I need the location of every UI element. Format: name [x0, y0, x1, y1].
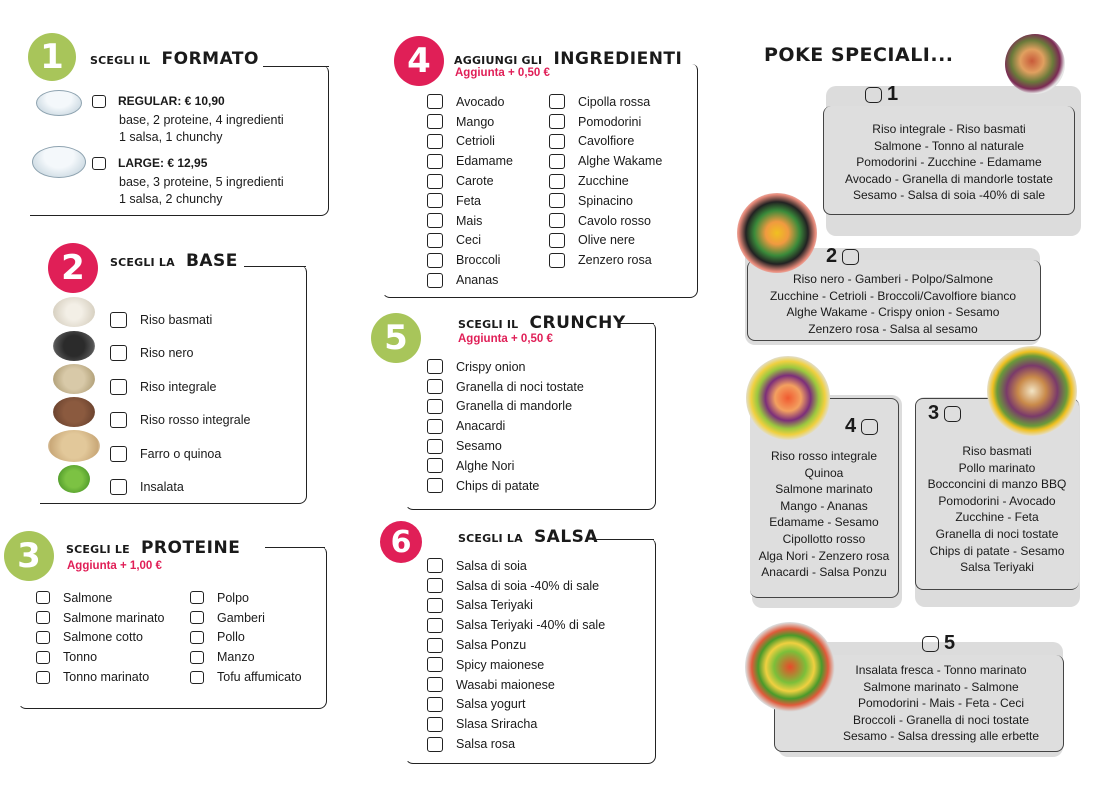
ingredient-option[interactable]: Mango: [427, 112, 513, 132]
ingredient-option[interactable]: Zucchine: [549, 171, 662, 191]
proteine-col-2: [190, 588, 302, 687]
protein-option[interactable]: Tonno: [36, 647, 164, 667]
ingredient-option[interactable]: Zenzero rosa: [549, 250, 662, 270]
base-list: [110, 303, 250, 504]
checkbox[interactable]: [427, 737, 443, 752]
crunchy-option[interactable]: Crispy onion: [427, 357, 584, 377]
base-option[interactable]: Riso rosso integrale: [110, 404, 250, 438]
ingredient-option[interactable]: Alghe Wakame: [549, 151, 662, 171]
ingredient-option[interactable]: Spinacino: [549, 191, 662, 211]
checkbox[interactable]: [110, 379, 127, 395]
checkbox[interactable]: [427, 134, 443, 149]
base-option[interactable]: Farro o quinoa: [110, 437, 250, 471]
checkbox[interactable]: [549, 253, 565, 268]
ingredient-option[interactable]: Ceci: [427, 231, 513, 251]
special-4-ingredients: Riso rosso integrale Quinoa Salmone marinato Mango - Ananas Edamame - Sesamo Cipollotto rosso Alga Nori - Zenzero rosa Anacardi - Salsa Ponzu: [758, 449, 890, 580]
special-1-number[interactable]: 1: [865, 83, 898, 106]
crunchy-list: [427, 357, 584, 496]
protein-option[interactable]: Tonno marinato: [36, 667, 164, 687]
special-2-number[interactable]: 2: [826, 245, 859, 268]
checkbox[interactable]: [427, 359, 443, 374]
ingredient-option[interactable]: Cetrioli: [427, 132, 513, 152]
protein-option[interactable]: Pollo: [190, 628, 302, 648]
ingredient-option[interactable]: Olive nere: [549, 231, 662, 251]
step-3-badge: 3: [4, 531, 54, 581]
ingredient-option[interactable]: Avocado: [427, 92, 513, 112]
checkbox[interactable]: [427, 399, 443, 414]
section-4-title: AGGIUNGI GLI INGREDIENTI: [454, 49, 683, 69]
crunchy-option[interactable]: Sesamo: [427, 436, 584, 456]
special-5-number[interactable]: 5: [922, 632, 955, 655]
special-4-number[interactable]: 4: [845, 415, 878, 438]
ingredient-option[interactable]: Cipolla rossa: [549, 92, 662, 112]
checkbox[interactable]: [427, 273, 443, 288]
checkbox[interactable]: [427, 458, 443, 473]
protein-option[interactable]: Tofu affumicato: [190, 667, 302, 687]
checkbox[interactable]: [427, 618, 443, 633]
checkbox[interactable]: [427, 558, 443, 573]
checkbox[interactable]: [190, 651, 204, 664]
step-2-badge: 2: [48, 243, 98, 293]
large-bowl-icon: [32, 146, 86, 178]
checkbox[interactable]: [427, 379, 443, 394]
base-option[interactable]: Riso integrale: [110, 370, 250, 404]
section-6-title: SCEGLI LA SALSA: [458, 527, 599, 547]
checkbox[interactable]: [865, 87, 882, 103]
checkbox[interactable]: [110, 479, 127, 495]
ingredient-option[interactable]: Mais: [427, 211, 513, 231]
checkbox[interactable]: [427, 478, 443, 493]
salsa-option[interactable]: Spicy maionese: [427, 655, 605, 675]
checkbox[interactable]: [110, 312, 127, 328]
riso-rosso-icon: [53, 397, 95, 427]
salsa-list: [427, 556, 605, 754]
checkbox[interactable]: [190, 631, 204, 644]
checkbox[interactable]: [427, 154, 443, 169]
salsa-option[interactable]: Salsa di soia -40% di sale: [427, 576, 605, 596]
checkbox[interactable]: [549, 233, 565, 248]
ingredient-option[interactable]: Cavolo rosso: [549, 211, 662, 231]
checkbox[interactable]: [427, 598, 443, 613]
checkbox[interactable]: [549, 213, 565, 228]
crunchy-option[interactable]: Granella di noci tostate: [427, 377, 584, 397]
checkbox[interactable]: [427, 419, 443, 434]
poke-1-bowl-image: [1005, 34, 1065, 94]
checkbox[interactable]: [427, 657, 443, 672]
format-large-desc: base, 3 proteine, 5 ingredienti 1 salsa, 2 chunchy: [119, 175, 284, 206]
salsa-option[interactable]: Salsa yogurt: [427, 695, 605, 715]
checkbox[interactable]: [427, 213, 443, 228]
ingredient-option[interactable]: Pomodorini: [549, 112, 662, 132]
salsa-option[interactable]: Salsa di soia: [427, 556, 605, 576]
protein-option[interactable]: Salmone marinato: [36, 608, 164, 628]
checkbox[interactable]: [549, 174, 565, 189]
special-2-ingredients: Riso nero - Gamberi - Polpo/Salmone Zucchine - Cetrioli - Broccoli/Cavolfiore bianco Alghe Wakame - Crispy onion - Sesamo Zenzero rosa - Salsa al sesamo: [769, 272, 1017, 336]
checkbox[interactable]: [427, 677, 443, 692]
step-4-badge: 4: [394, 36, 444, 86]
special-3-number[interactable]: 3: [928, 402, 961, 425]
protein-option[interactable]: Polpo: [190, 588, 302, 608]
base-option[interactable]: Riso basmati: [110, 303, 250, 337]
crunchy-option[interactable]: Chips di patate: [427, 476, 584, 496]
poke-3-bowl-image: [987, 346, 1077, 436]
base-option[interactable]: Riso nero: [110, 337, 250, 371]
poke-4-bowl-image: [746, 356, 830, 440]
checkbox[interactable]: [861, 419, 878, 435]
salsa-option[interactable]: Slasa Sriracha: [427, 714, 605, 734]
ingredient-option[interactable]: Carote: [427, 171, 513, 191]
checkbox[interactable]: [842, 249, 859, 265]
insalata-icon: [58, 465, 90, 493]
ingredient-option[interactable]: Edamame: [427, 151, 513, 171]
special-3-ingredients: Riso basmati Pollo marinato Bocconcini di manzo BBQ Pomodorini - Avocado Zucchine - Feta Granella di noci tostate Chips di patate - Sesamo Salsa Teriyaki: [927, 444, 1067, 575]
ingredienti-col-2: [549, 92, 662, 270]
checkbox[interactable]: [110, 412, 127, 428]
ingredient-option[interactable]: Broccoli: [427, 250, 513, 270]
checkbox[interactable]: [427, 193, 443, 208]
protein-option[interactable]: Salmone: [36, 588, 164, 608]
protein-option[interactable]: Salmone cotto: [36, 628, 164, 648]
special-1-ingredients: Riso integrale - Riso basmati Salmone - Tonno al naturale Pomodorini - Zucchine - Edamame Avocado - Granella di mandorle tostate Sesamo - Salsa di soia -40% di sale: [845, 122, 1053, 203]
step-1-badge: 1: [28, 33, 76, 81]
checkbox[interactable]: [92, 157, 106, 170]
salsa-option[interactable]: Wasabi maionese: [427, 675, 605, 695]
ingredient-option[interactable]: Feta: [427, 191, 513, 211]
poke-2-bowl-image: [737, 193, 817, 273]
checkbox[interactable]: [549, 114, 565, 129]
riso-basmati-icon: [53, 297, 95, 327]
checkbox[interactable]: [427, 439, 443, 454]
section-1-title: SCEGLI IL FORMATO: [90, 49, 259, 69]
checkbox[interactable]: [36, 671, 50, 684]
checkbox[interactable]: [427, 717, 443, 732]
checkbox[interactable]: [110, 345, 127, 361]
section-5-title: SCEGLI IL CRUNCHY: [458, 313, 626, 333]
riso-integrale-icon: [53, 364, 95, 394]
checkbox[interactable]: [92, 95, 106, 108]
salsa-option[interactable]: Salsa Teriyaki -40% di sale: [427, 615, 605, 635]
checkbox[interactable]: [427, 114, 443, 129]
checkbox[interactable]: [427, 253, 443, 268]
checkbox[interactable]: [549, 193, 565, 208]
step-6-badge: 6: [380, 521, 422, 563]
checkbox[interactable]: [922, 636, 939, 652]
ingredienti-col-1: [427, 92, 513, 290]
regular-bowl-icon: [36, 90, 82, 116]
checkbox[interactable]: [36, 611, 50, 624]
protein-option[interactable]: Manzo: [190, 647, 302, 667]
crunchy-option[interactable]: Anacardi: [427, 416, 584, 436]
salsa-option[interactable]: Salsa rosa: [427, 734, 605, 754]
checkbox[interactable]: [944, 406, 961, 422]
checkbox[interactable]: [549, 154, 565, 169]
salsa-option[interactable]: Salsa Teriyaki: [427, 596, 605, 616]
format-regular-desc: base, 2 proteine, 4 ingredienti 1 salsa, 1 chunchy: [119, 113, 284, 144]
checkbox[interactable]: [36, 591, 50, 604]
salsa-option[interactable]: Salsa Ponzu: [427, 635, 605, 655]
farro-quinoa-icon: [48, 430, 100, 462]
checkbox[interactable]: [427, 233, 443, 248]
ingredient-option[interactable]: Cavolfiore: [549, 132, 662, 152]
checkbox[interactable]: [36, 651, 50, 664]
checkbox[interactable]: [549, 134, 565, 149]
ingredient-option[interactable]: Ananas: [427, 270, 513, 290]
format-large-option[interactable]: LARGE: € 12,95: [92, 156, 207, 170]
crunchy-option[interactable]: Granella di mandorle: [427, 397, 584, 417]
section-3-extra: Aggiunta + 1,00 €: [67, 560, 162, 572]
specials-title: POKE SPECIALI...: [764, 44, 954, 66]
section-3-title: SCEGLI LE PROTEINE: [66, 538, 241, 558]
crunchy-option[interactable]: Alghe Nori: [427, 456, 584, 476]
checkbox[interactable]: [427, 638, 443, 653]
checkbox[interactable]: [427, 174, 443, 189]
proteine-col-1: [36, 588, 164, 687]
format-regular-option[interactable]: REGULAR: € 10,90: [92, 94, 225, 108]
checkbox[interactable]: [190, 591, 204, 604]
riso-nero-icon: [53, 331, 95, 361]
checkbox[interactable]: [549, 94, 565, 109]
special-5-ingredients: Insalata fresca - Tonno marinato Salmone marinato - Salmone Pomodorini - Mais - Feta - Ceci Broccoli - Granella di noci tostate Sesamo - Salsa dressing alle erbette: [842, 663, 1040, 744]
checkbox[interactable]: [36, 631, 50, 644]
section-4-extra: Aggiunta + 0,50 €: [455, 67, 550, 79]
base-option[interactable]: Insalata: [110, 471, 250, 505]
checkbox[interactable]: [427, 578, 443, 593]
checkbox[interactable]: [110, 446, 127, 462]
checkbox[interactable]: [427, 697, 443, 712]
checkbox[interactable]: [190, 671, 204, 684]
section-5-extra: Aggiunta + 0,50 €: [458, 333, 553, 345]
section-2-title: SCEGLI LA BASE: [110, 251, 238, 271]
protein-option[interactable]: Gamberi: [190, 608, 302, 628]
checkbox[interactable]: [427, 94, 443, 109]
poke-5-bowl-image: [745, 622, 835, 712]
step-5-badge: 5: [371, 313, 421, 363]
checkbox[interactable]: [190, 611, 204, 624]
